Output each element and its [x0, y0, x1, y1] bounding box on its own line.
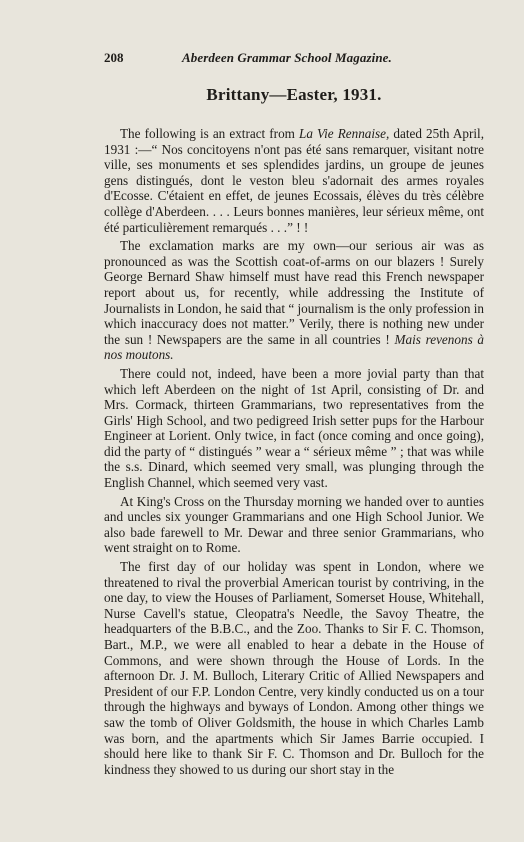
paragraph-1: [104, 126, 484, 235]
paragraph-1-quote: dated 25th April, 1931 :—“ Nos concitoyens n'ont pas été sans remarquer, visitant notre ville, ses monuments et ses splendides jardins, un groupe de jeunes gens distingués, dont le veston bleu s'adornait des armes royales d'Ecosse. C'étaient en effet, de jeunes Ecossais, élèves du très célèbre collège d'Aberdeen. . . . Leurs bonnes manières, leur sérieux même, ont été particulièrement remarqués . . .” ! !: [104, 126, 484, 235]
running-head: [104, 50, 484, 66]
article-title: Brittany—Easter, 1931.: [206, 85, 382, 104]
french-phrase: Mais revenons à nos moutons.: [104, 331, 484, 363]
newspaper-title: La Vie Rennaise,: [299, 126, 390, 141]
journal-title: Aberdeen Grammar School Magazine.: [182, 50, 392, 65]
article-body: [104, 126, 484, 777]
paragraph-2-text: The exclamation marks are my own—our serious air was as pronounced as was the Scottish coat-of-arms on our blazers ! Surely George Bernard Shaw himself must have read this French newspaper report about us, for recently, while addressing the Institute of Journalists in London, he said that “ journalism is the only profession in which inaccuracy does not matter.” Verily, there is nothing new under the sun ! Newspapers are the same in all countries !: [104, 238, 484, 347]
paragraph-1-intro: The following is an extract from: [120, 126, 300, 141]
paragraph-5: The first day of our holiday was spent in London, where we threatened to rival the proverbial American tourist by contriving, in the one day, to view the Houses of Parliament, Somerset House, Whitehall, Nurse Cavell's statue, Cleopatra's Needle, the Savoy Theatre, the headquarters of the B.B.C., and the Zoo. Thanks to Sir F. C. Thomson, Bart., M.P., we were all enabled to hear a debate in the House of Commons, and were shown through the House of Lords. In the afternoon Dr. J. M. Bulloch, Literary Critic of Allied Newspapers and President of our F.P. London Centre, very kindly conducted us on a tour through the highways and byways of London. Among other things we saw the tomb of Oliver Goldsmith, the house in which Charles Lamb was born, and the apartments which Sir James Barrie occupied. I should here like to thank Sir F. C. Thomson and Dr. Bulloch for the kindness they showed to us during our short stay in the: [104, 559, 484, 777]
paragraph-4: At King's Cross on the Thursday morning we handed over to aunties and uncles six younger Grammarians and one High School Junior. We also bade farewell to Mr. Dewar and three senior Grammarians, who went straight on to Rome.: [104, 493, 484, 556]
paragraph-2: [104, 238, 484, 363]
page-number: 208: [104, 50, 124, 65]
paragraph-3: There could not, indeed, have been a more jovial party than that which left Aberdeen on the night of 1st April, consisting of Dr. and Mrs. Cormack, thirteen Grammarians, two representatives from the Girls' High School, and two pedigreed Irish setter pups for the Harbour Engineer at Lorient. Only twice, in fact (once coming and once going), did the party of “ distingués ” wear a “ sérieux même ” ; that was while the s.s. Dinard, which seemed very small, was plunging through the English Channel, which seemed very vast.: [104, 365, 484, 491]
